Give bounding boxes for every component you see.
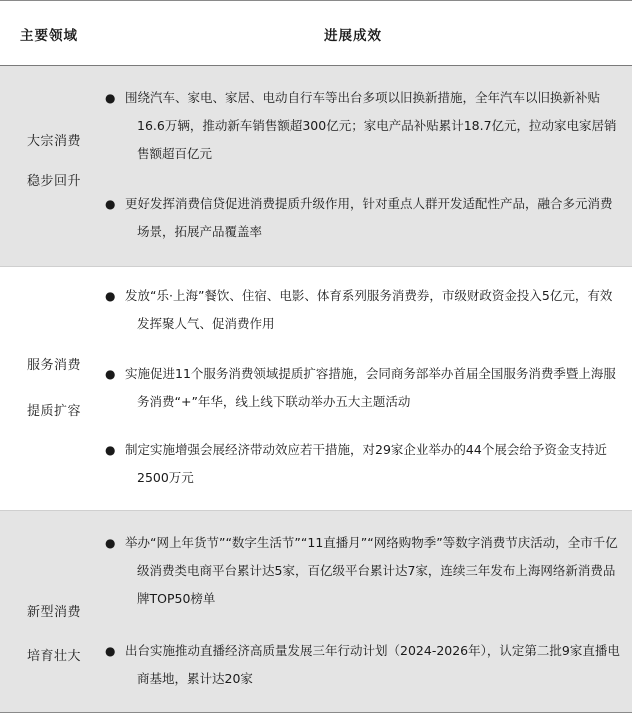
table-header xyxy=(0,0,632,66)
list-item-text: 发放“乐·上海”餐饮、住宿、电影、体育系列服务消费券，市级财政资金投入5亿元，有效发挥聚人气、促消费作用 xyxy=(125,288,613,331)
row-category-line2: 培育壮大 xyxy=(27,649,82,664)
row-category-line2: 稳步回升 xyxy=(27,174,82,189)
list-item xyxy=(106,360,621,416)
list-item xyxy=(106,84,621,168)
list-item-text: 举办“网上年货节”“数字生活节”“11直播月”“网络购物季”等数字消费节庆活动，全市千亿级消费类电商平台累计达5家，百亿级平台累计达7家，连续三年发布上海网络新消费品牌TOP50榜单 xyxy=(125,535,618,606)
row-category-line1: 新型消费 xyxy=(27,605,82,620)
bullet-icon: ● xyxy=(105,289,116,303)
table-row xyxy=(0,266,632,510)
table-row xyxy=(0,511,632,712)
list-item xyxy=(106,436,621,492)
list-item xyxy=(106,190,621,246)
list-item xyxy=(106,637,621,693)
list-item-text: 出台实施推动直播经济高质量发展三年行动计划（2024-2026年），认定第二批9家直播电商基地，累计达20家 xyxy=(125,643,620,686)
header-column-progress: 进展成效 xyxy=(324,28,382,44)
table-row xyxy=(0,66,632,266)
row-category-line1: 服务消费 xyxy=(27,358,82,373)
bullet-icon: ● xyxy=(105,367,116,381)
bullet-icon: ● xyxy=(105,443,116,457)
header-column-category: 主要领域 xyxy=(20,28,78,44)
list-item-text: 围绕汽车、家电、家居、电动自行车等出台多项以旧换新措施，全年汽车以旧换新补贴16.6万辆，推动新车销售额超300亿元；家电产品补贴累计18.7亿元，拉动家电家居销售额超百亿元 xyxy=(125,90,617,161)
table-bottom-rule xyxy=(0,712,632,713)
bullet-icon: ● xyxy=(105,536,116,550)
row-category-line1: 大宗消费 xyxy=(27,134,82,149)
list-item xyxy=(106,529,621,613)
bullet-icon: ● xyxy=(105,644,116,658)
bullet-icon: ● xyxy=(105,197,116,211)
list-item-text: 实施促进11个服务消费领域提质扩容措施，会同商务部举办首届全国服务消费季暨上海服务消费“+”年华，线上线下联动举办五大主题活动 xyxy=(125,366,616,409)
row-category-line2: 提质扩容 xyxy=(27,404,82,419)
list-item xyxy=(106,282,621,338)
list-item-text: 更好发挥消费信贷促进消费提质升级作用，针对重点人群开发适配性产品，融合多元消费场景，拓展产品覆盖率 xyxy=(125,196,613,239)
list-item-text: 制定实施增强会展经济带动效应若干措施，对29家企业举办的44个展会给予资金支持近2500万元 xyxy=(125,442,607,485)
bullet-icon: ● xyxy=(105,91,116,105)
